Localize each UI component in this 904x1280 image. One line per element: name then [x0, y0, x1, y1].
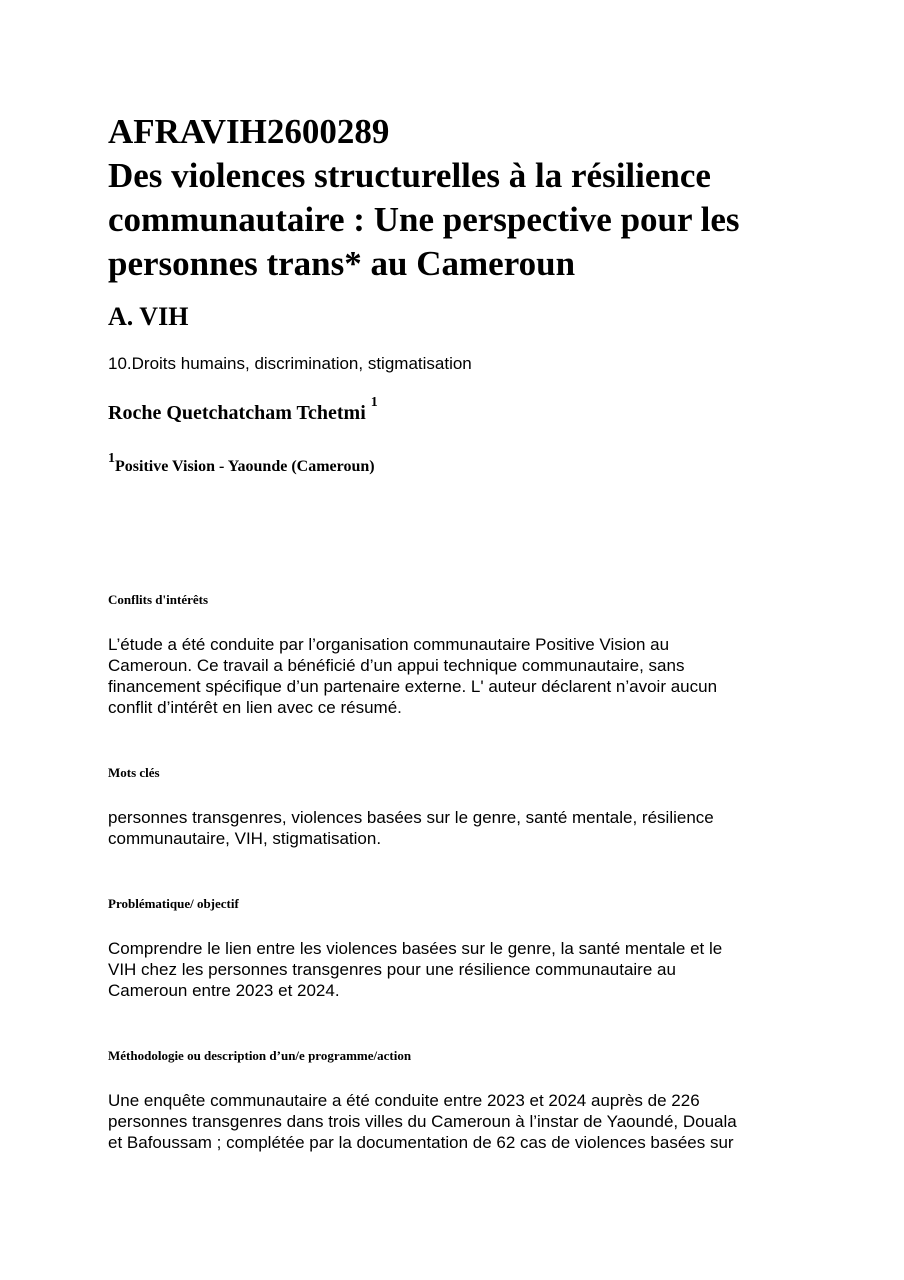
problem-paragraph [108, 938, 808, 1001]
abstract-title-block [108, 110, 808, 286]
keywords-paragraph [108, 807, 808, 849]
keywords-heading: Mots clés [108, 765, 160, 780]
paragraph-line: Comprendre le lien entre les violences basées sur le genre, la santé mentale et le [108, 939, 723, 958]
affiliation-number: 1 [108, 451, 115, 466]
author-line [108, 395, 378, 427]
problem-heading: Problématique/ objectif [108, 896, 239, 911]
paragraph-line: financement spécifique d’un partenaire externe. L' auteur déclarent n’avoir aucun [108, 677, 718, 696]
abstract-title-line: personnes trans* au Cameroun [108, 244, 576, 283]
abstract-id: AFRAVIH2600289 [108, 112, 390, 151]
abstract-title-line: communautaire : Une perspective pour les [108, 200, 740, 239]
conflicts-paragraph [108, 634, 808, 718]
paragraph-line: VIH chez les personnes transgenres pour une résilience communautaire au [108, 960, 676, 979]
paragraph-line: communautaire, VIH, stigmatisation. [108, 829, 382, 848]
method-paragraph [108, 1090, 808, 1153]
method-heading: Méthodologie ou description d’un/e programme/action [108, 1048, 412, 1063]
paragraph-line: L’étude a été conduite par l’organisation communautaire Positive Vision au [108, 635, 670, 654]
paragraph-line: personnes transgenres dans trois villes du Cameroun à l’instar de Yaoundé, Douala [108, 1112, 737, 1131]
section-label: A. VIH [108, 302, 189, 331]
author-name: Roche Quetchatcham Tchetmi [108, 402, 366, 424]
paragraph-line: Une enquête communautaire a été conduite entre 2023 et 2024 auprès de 226 [108, 1091, 700, 1110]
author-affiliation-ref: 1 [370, 395, 378, 410]
paragraph-line: Cameroun. Ce travail a bénéficié d’un appui technique communautaire, sans [108, 656, 685, 675]
paragraph-line: Cameroun entre 2023 et 2024. [108, 981, 340, 1000]
abstract-title-line: Des violences structurelles à la résilience [108, 156, 711, 195]
paragraph-line: personnes transgenres, violences basées sur le genre, santé mentale, résilience [108, 808, 714, 827]
paragraph-line: conflit d’intérêt en lien avec ce résumé. [108, 698, 402, 717]
theme-label: 10.Droits humains, discrimination, stigmatisation [108, 354, 472, 373]
affiliation-text: Positive Vision - Yaounde (Cameroun) [115, 458, 375, 475]
paragraph-line: et Bafoussam ; complétée par la documentation de 62 cas de violences basées sur [108, 1133, 734, 1152]
affiliation-line [108, 451, 375, 479]
conflicts-heading: Conflits d'intérêts [108, 592, 209, 607]
